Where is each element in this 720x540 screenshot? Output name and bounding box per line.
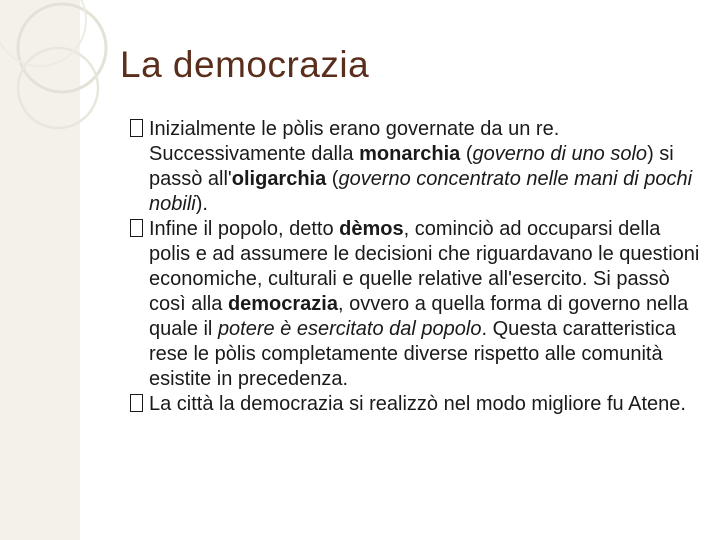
square-bullet-icon xyxy=(130,119,143,137)
definition-oligarchia: governo concentrato nelle mani di pochi nobili xyxy=(149,168,693,215)
term-demos: dèmos xyxy=(339,218,404,240)
text-segment: Inizialmente le pòlis erano governate da un re. Successivamente dalla xyxy=(149,118,560,165)
text-segment: . Questa caratteristica rese le pòlis completamente diverse rispetto alle comunità esistite in precedenza. xyxy=(149,318,676,390)
square-bullet-icon xyxy=(130,394,143,412)
term-monarchia: monarchia xyxy=(359,143,461,165)
text-segment: ) si passò all' xyxy=(149,143,674,190)
text-segment: ( xyxy=(326,168,339,190)
text-segment: , cominciò ad occuparsi della polis e ad assumere le decisioni che riguardavano le questioni economiche, culturali e quelle relative all'esercito. Si passò così alla xyxy=(149,218,700,315)
bullet-paragraph-3 xyxy=(130,392,700,417)
text-segment: La città la democrazia si realizzò nel modo migliore fu Atene. xyxy=(149,393,686,415)
slide-title: La democrazia xyxy=(120,44,370,85)
term-democrazia: democrazia xyxy=(227,293,338,315)
definition-democrazia: potere è esercitato dal popolo xyxy=(217,318,482,340)
text-segment: , ovvero a quella forma di governo nella quale il xyxy=(149,293,689,340)
term-oligarchia: oligarchia xyxy=(231,168,327,190)
text-segment: ). xyxy=(195,193,208,215)
text-segment: ( xyxy=(460,143,473,165)
square-bullet-icon xyxy=(130,219,143,237)
slide-body xyxy=(130,117,700,417)
bullet-paragraph-1 xyxy=(130,117,700,217)
definition-monarchia: governo di uno solo xyxy=(472,143,648,165)
bullet-paragraph-2 xyxy=(130,217,700,392)
text-segment: Infine il popolo, detto xyxy=(149,218,340,240)
